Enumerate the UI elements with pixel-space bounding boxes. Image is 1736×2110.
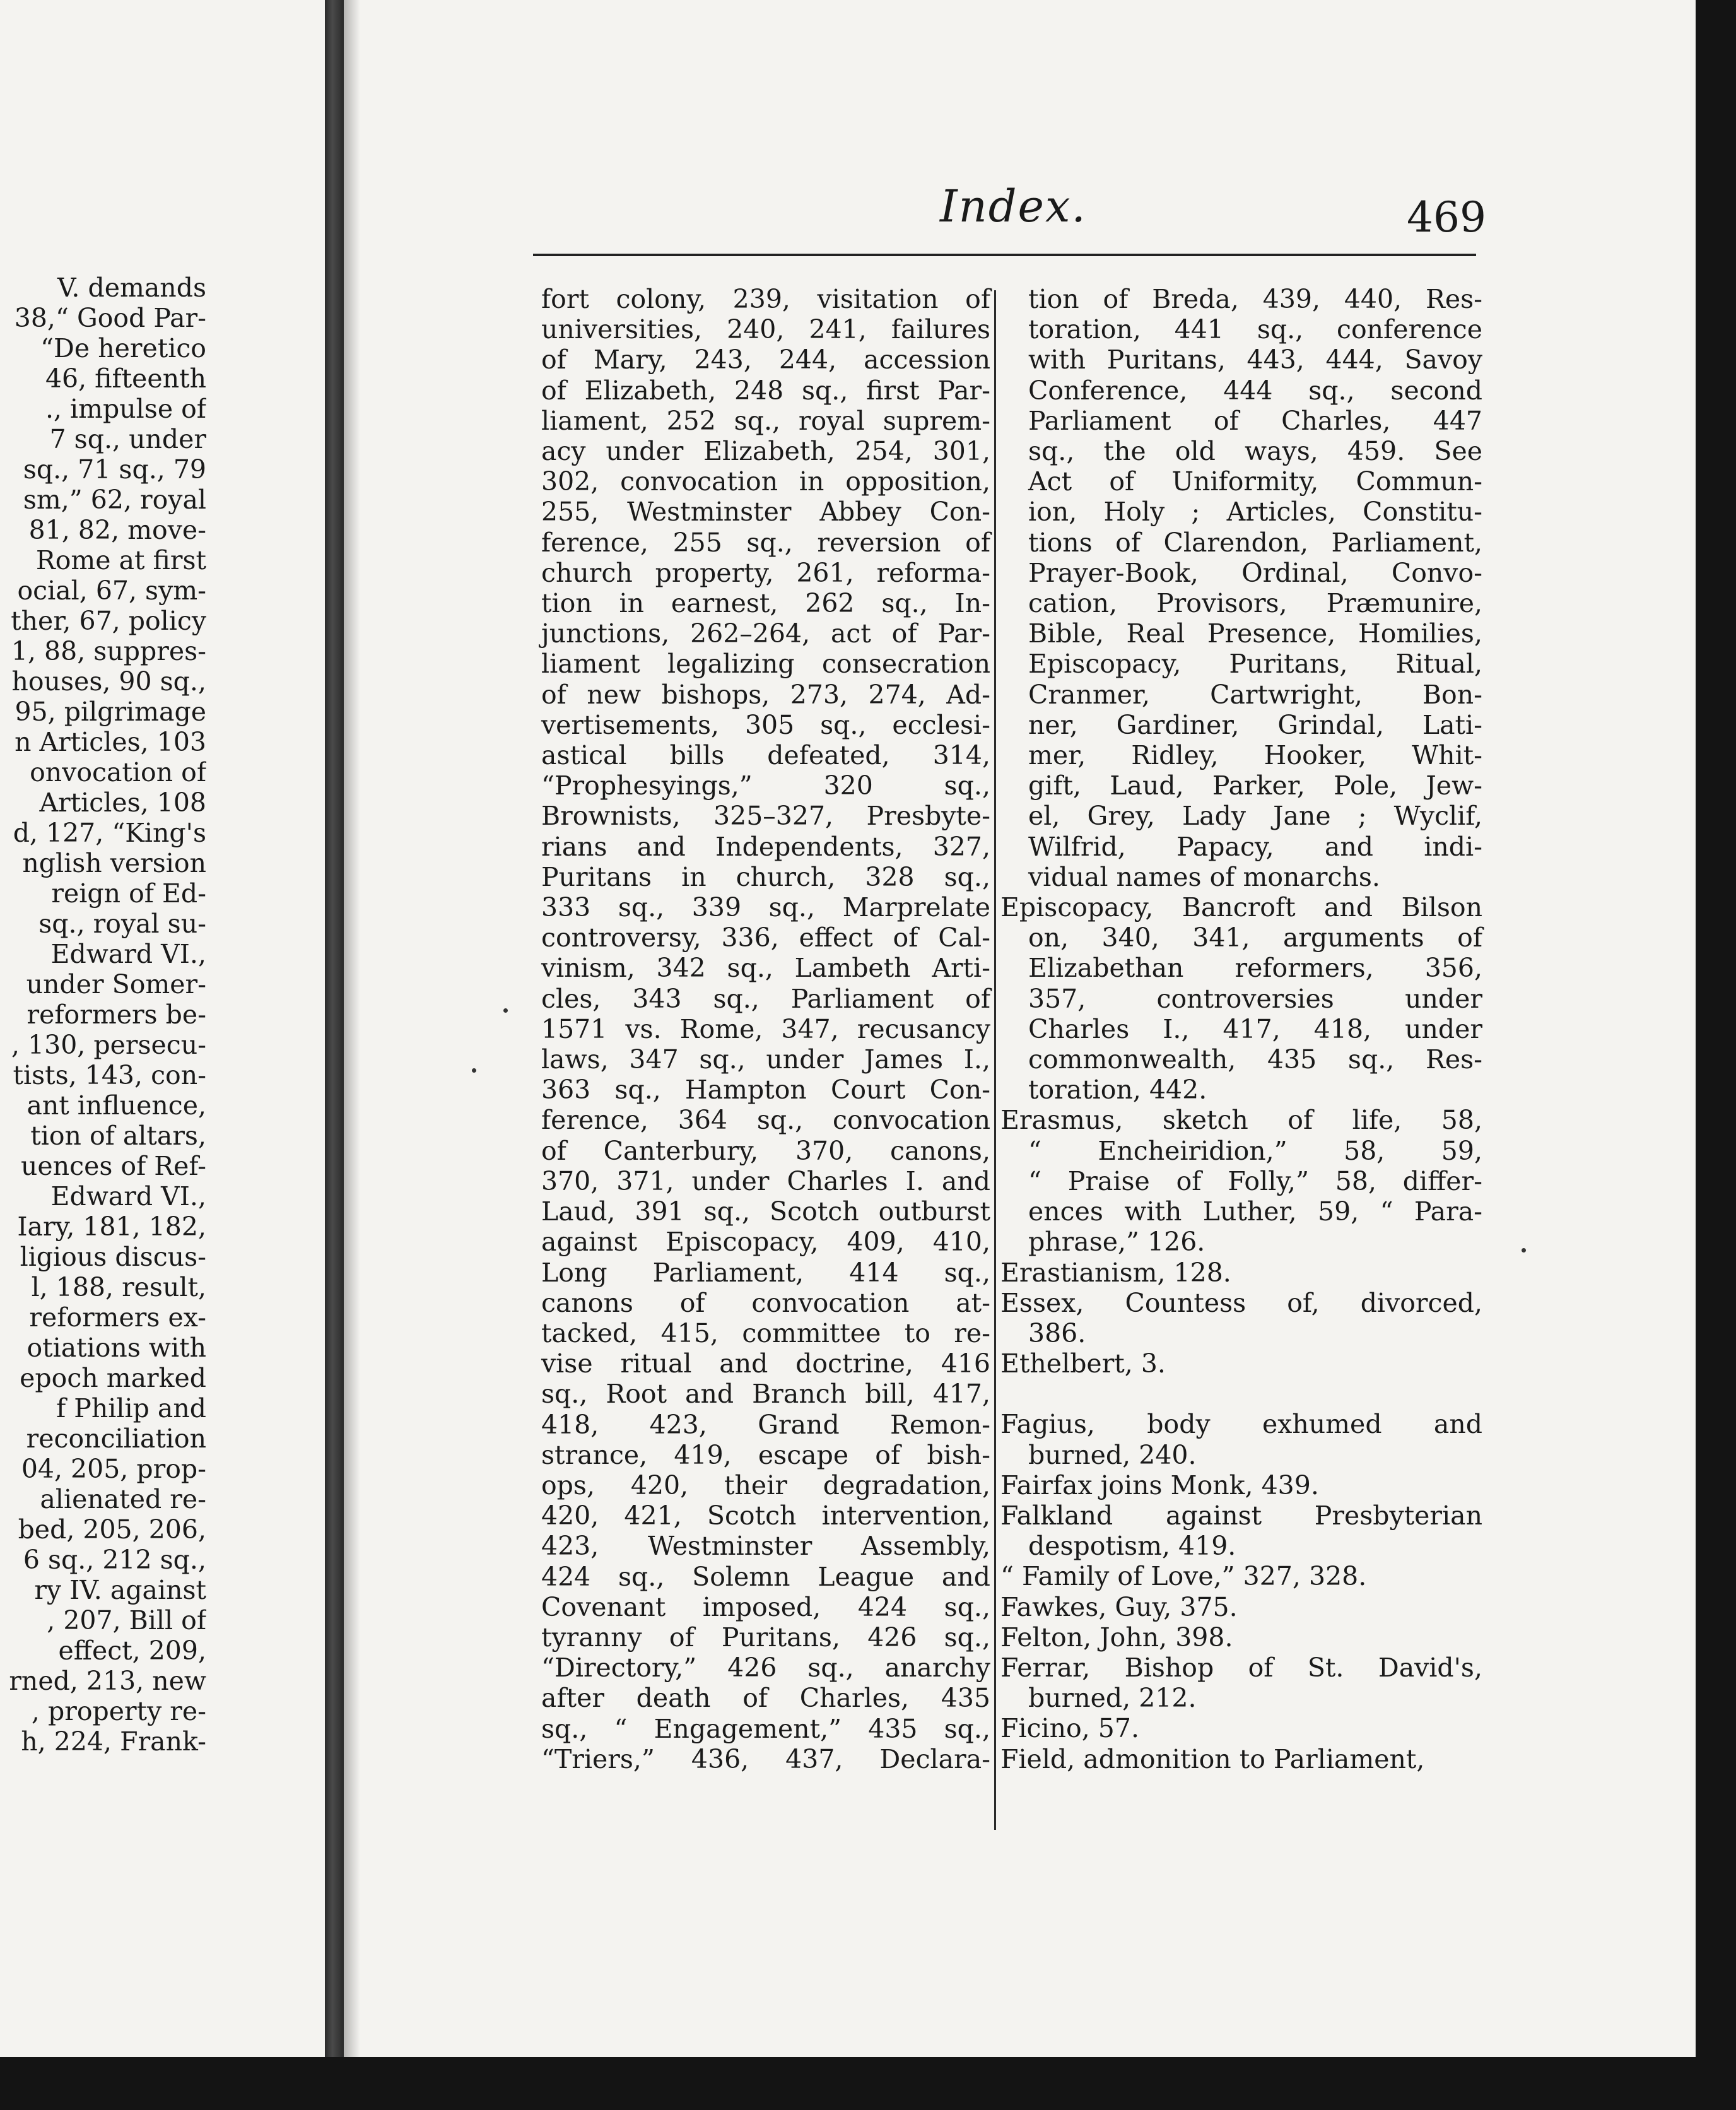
index-line: 418, 423, Grand Remon-	[541, 1409, 990, 1440]
index-line: of Canterbury, 370, canons,	[541, 1135, 990, 1166]
index-line: with Puritans, 443, 444, Savoy	[1028, 345, 1482, 375]
left-fragment-line: tion of altars,	[30, 1121, 206, 1151]
scan-right-edge	[1696, 0, 1736, 2110]
index-line: Episcopacy, Puritans, Ritual,	[1028, 649, 1482, 680]
left-fragment-line: 7 sq., under	[49, 424, 206, 454]
index-line: “Prophesyings,” 320 sq.,	[541, 770, 990, 801]
left-fragment-line: sm,” 62, royal	[23, 485, 206, 515]
index-line: gift, Laud, Parker, Pole, Jew-	[1028, 770, 1482, 801]
index-line: ion, Holy ; Articles, Constitu-	[1028, 497, 1482, 528]
left-fragment-line: reconciliation	[26, 1423, 206, 1454]
index-line: vertisements, 305 sq., ecclesi-	[541, 709, 990, 740]
index-line: sq., “ Engagement,” 435 sq.,	[541, 1713, 990, 1744]
index-line: “ Family of Love,” 327, 328.	[1000, 1561, 1367, 1592]
left-fragment-line: Articles, 108	[39, 787, 206, 818]
index-line: ference, 364 sq., convocation	[541, 1105, 990, 1136]
page-number: 469	[1407, 193, 1486, 242]
index-line: after death of Charles, 435	[541, 1683, 990, 1714]
index-line: “Triers,” 436, 437, Declara-	[541, 1743, 990, 1774]
running-title: Index.	[940, 180, 1087, 232]
left-fragment-line: 81, 82, move-	[28, 515, 206, 545]
index-line: Parliament of Charles, 447	[1028, 405, 1482, 436]
scan-speck	[472, 1068, 476, 1073]
header-rule	[533, 254, 1476, 256]
index-line: of Mary, 243, 244, accession	[541, 345, 990, 375]
left-fragment-line: under Somer-	[26, 969, 206, 999]
index-entry	[989, 1470, 1482, 1500]
index-line: ner, Gardiner, Grindal, Lati-	[1028, 709, 1482, 740]
index-line: ference, 255 sq., reversion of	[541, 527, 990, 558]
index-line: 333 sq., 339 sq., Marprelate	[541, 892, 990, 923]
letter-section-gap	[989, 1379, 1482, 1409]
index-line: “Directory,” 426 sq., anarchy	[541, 1653, 990, 1683]
index-line: 302, convocation in opposition,	[541, 466, 990, 497]
index-line: vidual names of monarchs.	[1028, 861, 1380, 892]
left-fragment-line: 38,“ Good Par-	[14, 303, 206, 333]
index-line: of new bishops, 273, 274, Ad-	[541, 679, 990, 710]
left-fragment-line: otiations with	[26, 1333, 206, 1363]
index-line: 357, controversies under	[1028, 983, 1482, 1014]
index-line: Ficino, 57.	[1000, 1713, 1139, 1744]
index-line: Laud, 391 sq., Scotch outburst	[541, 1196, 990, 1227]
index-line: burned, 240.	[1028, 1439, 1197, 1470]
index-line: 363 sq., Hampton Court Con-	[541, 1075, 990, 1105]
index-line: Essex, Countess of, divorced,	[1000, 1287, 1482, 1318]
index-line: tacked, 415, committee to re-	[541, 1317, 990, 1348]
index-line: vinism, 342 sq., Lambeth Arti-	[541, 953, 990, 984]
index-line: “ Praise of Folly,” 58, differ-	[1028, 1165, 1482, 1196]
index-line: 386.	[1028, 1317, 1086, 1348]
left-fragment-line: ry IV. against	[34, 1575, 206, 1605]
index-line: cation, Provisors, Præmunire,	[1028, 588, 1482, 619]
index-line: Falkland against Presbyterian	[1000, 1500, 1482, 1531]
index-line: junctions, 262–264, act of Par-	[541, 618, 990, 649]
left-fragment-line: rned, 213, new	[9, 1666, 206, 1696]
left-fragment-line: 04, 205, prop-	[21, 1454, 206, 1484]
left-fragment-line: Edward VI.,	[50, 1181, 206, 1211]
index-entry	[989, 1622, 1482, 1653]
index-line: vise ritual and doctrine, 416	[541, 1348, 990, 1379]
index-line: liament, 252 sq., royal suprem-	[541, 405, 990, 436]
left-fragment-line: , 130, persecu-	[11, 1030, 206, 1060]
index-entry	[989, 1744, 1482, 1774]
left-fragment-line: ther, 67, policy	[11, 606, 206, 636]
index-line: church property, 261, reforma-	[541, 557, 990, 588]
index-line: “ Encheiridion,” 58, 59,	[1028, 1135, 1482, 1166]
index-line: Covenant imposed, 424 sq.,	[541, 1591, 990, 1622]
left-fragment-line: ligious discus-	[20, 1242, 206, 1272]
left-fragment-line: Iary, 181, 182,	[17, 1211, 206, 1242]
left-fragment-line: Edward VI.,	[50, 939, 206, 969]
left-fragment-line: sq., 71 sq., 79	[23, 454, 206, 485]
left-fragment-line: onvocation of	[30, 757, 206, 787]
left-fragment-line: reformers be-	[26, 999, 206, 1030]
index-entry	[989, 1500, 1482, 1561]
left-fragment-line: sq., royal su-	[38, 909, 206, 939]
index-line: fort colony, 239, visitation of	[541, 284, 990, 314]
index-column-1	[541, 284, 990, 1774]
gutter-shadow	[344, 0, 360, 2076]
index-line: ops, 420, their degradation,	[541, 1470, 990, 1500]
index-entry	[989, 1258, 1482, 1288]
left-fragment-line: , property re-	[31, 1696, 206, 1726]
index-line: toration, 441 sq., conference	[1028, 314, 1482, 345]
index-line: ences with Luther, 59, “ Para-	[1028, 1196, 1482, 1227]
index-entry	[989, 1288, 1482, 1348]
left-fragment-line: nglish version	[22, 848, 206, 878]
index-line: rians and Independents, 327,	[541, 831, 990, 862]
index-line: laws, 347 sq., under James I.,	[541, 1044, 990, 1075]
index-entry	[989, 1713, 1482, 1743]
left-page-fragment	[0, 273, 206, 1757]
index-line: 420, 421, Scotch intervention,	[541, 1500, 990, 1531]
left-fragment-line: 46, fifteenth	[45, 363, 206, 394]
index-line: Long Parliament, 414 sq.,	[541, 1257, 990, 1288]
index-line: of Elizabeth, 248 sq., first Par-	[541, 375, 990, 406]
book-gutter	[325, 0, 344, 2076]
left-fragment-line: n Articles, 103	[15, 727, 206, 757]
index-line: Charles I., 417, 418, under	[1028, 1013, 1482, 1044]
left-fragment-line: bed, 205, 206,	[18, 1514, 206, 1545]
left-fragment-line: ocial, 67, sym-	[17, 575, 206, 606]
index-entry	[989, 1348, 1482, 1379]
left-fragment-line: uences of Ref-	[21, 1151, 206, 1181]
index-line: Prayer-Book, Ordinal, Convo-	[1028, 557, 1482, 588]
index-line: phrase,” 126.	[1028, 1227, 1205, 1258]
index-line: Wilfrid, Papacy, and indi-	[1028, 831, 1482, 862]
index-entry	[989, 1409, 1482, 1470]
left-fragment-line: 6 sq., 212 sq.,	[23, 1545, 206, 1575]
index-line: Felton, John, 398.	[1000, 1622, 1233, 1653]
index-line: Conference, 444 sq., second	[1028, 375, 1482, 406]
index-line: on, 340, 341, arguments of	[1028, 922, 1482, 953]
index-line: Ethelbert, 3.	[1000, 1348, 1166, 1379]
left-fragment-line: Rome at first	[35, 545, 206, 575]
index-line: Field, admonition to Parliament,	[1000, 1743, 1425, 1774]
index-line: 255, Westminster Abbey Con-	[541, 497, 990, 528]
left-fragment-line: ., impulse of	[45, 394, 206, 424]
left-fragment-line: ant influence,	[26, 1090, 206, 1121]
left-fragment-line: 1, 88, suppres-	[11, 636, 206, 666]
index-line: tion of Breda, 439, 440, Res-	[1028, 284, 1482, 314]
index-entry	[989, 1561, 1482, 1591]
scan-speck	[503, 1008, 508, 1013]
index-line: 1571 vs. Rome, 347, recusancy	[541, 1013, 990, 1044]
left-fragment-line: tists, 143, con-	[13, 1060, 206, 1090]
index-line: Bible, Real Presence, Homilies,	[1028, 618, 1482, 649]
index-line: canons of convocation at-	[541, 1287, 990, 1318]
left-fragment-line: reign of Ed-	[51, 878, 206, 909]
left-fragment-line: “De heretico	[40, 333, 206, 363]
index-line: Ferrar, Bishop of St. David's,	[1000, 1652, 1482, 1683]
index-entry	[989, 1592, 1482, 1622]
index-line: Brownists, 325–327, Presbyte-	[541, 801, 990, 832]
index-line: sq., Root and Branch bill, 417,	[541, 1379, 990, 1410]
left-fragment-line: 95, pilgrimage	[15, 697, 206, 727]
index-line: mer, Ridley, Hooker, Whit-	[1028, 740, 1482, 771]
index-line: commonwealth, 435 sq., Res-	[1028, 1044, 1482, 1075]
index-line: Cranmer, Cartwright, Bon-	[1028, 679, 1482, 710]
index-line: Fawkes, Guy, 375.	[1000, 1591, 1238, 1622]
index-line: 424 sq., Solemn League and	[541, 1561, 990, 1592]
index-line: acy under Elizabeth, 254, 301,	[541, 436, 990, 467]
index-line: tion in earnest, 262 sq., In-	[541, 588, 990, 619]
index-line: Puritans in church, 328 sq.,	[541, 861, 990, 892]
left-fragment-line: , 207, Bill of	[47, 1605, 206, 1636]
left-fragment-line: V. demands	[57, 273, 206, 303]
index-line: burned, 212.	[1028, 1683, 1197, 1714]
left-fragment-line: h, 224, Frank-	[21, 1726, 206, 1757]
index-line: Act of Uniformity, Commun-	[1028, 466, 1482, 497]
index-entry	[989, 1105, 1482, 1257]
index-line: universities, 240, 241, failures	[541, 314, 990, 345]
left-fragment-line: epoch marked	[20, 1363, 206, 1393]
index-line: Elizabethan reformers, 356,	[1028, 953, 1482, 984]
index-line: cles, 343 sq., Parliament of	[541, 983, 990, 1014]
left-fragment-line: f Philip and	[56, 1393, 206, 1423]
left-fragment-line: alienated re-	[40, 1484, 206, 1514]
index-line: sq., the old ways, 459. See	[1028, 436, 1482, 467]
index-entry	[989, 892, 1482, 1105]
index-line: el, Grey, Lady Jane ; Wyclif,	[1028, 801, 1482, 832]
left-fragment-line: effect, 209,	[58, 1636, 206, 1666]
index-line: tions of Clarendon, Parliament,	[1028, 527, 1482, 558]
scan-bottom-edge	[0, 2057, 1736, 2110]
index-entry	[989, 1653, 1482, 1713]
index-entry	[989, 284, 1482, 892]
index-line: Fairfax joins Monk, 439.	[1000, 1470, 1319, 1500]
index-line: toration, 442.	[1028, 1075, 1207, 1105]
index-line: Fagius, body exhumed and	[1000, 1409, 1482, 1440]
left-fragment-line: d, 127, “King's	[13, 818, 206, 848]
index-line: liament legalizing consecration	[541, 649, 990, 680]
index-line: Erasmus, sketch of life, 58,	[1000, 1105, 1482, 1136]
index-line: against Episcopacy, 409, 410,	[541, 1227, 990, 1258]
left-fragment-line: reformers ex-	[29, 1302, 206, 1333]
index-line: Episcopacy, Bancroft and Bilson	[1000, 892, 1482, 923]
left-fragment-line: l, 188, result,	[31, 1272, 206, 1302]
index-line: despotism, 419.	[1028, 1531, 1236, 1562]
index-line: controversy, 336, effect of Cal-	[541, 922, 990, 953]
index-line: strance, 419, escape of bish-	[541, 1439, 990, 1470]
index-line: astical bills defeated, 314,	[541, 740, 990, 771]
index-line: 370, 371, under Charles I. and	[541, 1165, 990, 1196]
left-fragment-line: houses, 90 sq.,	[11, 666, 206, 697]
index-line: Erastianism, 128.	[1000, 1257, 1231, 1288]
scan-speck	[1522, 1248, 1526, 1252]
index-column-2	[989, 284, 1482, 1774]
index-line: 423, Westminster Assembly,	[541, 1531, 990, 1562]
index-line: tyranny of Puritans, 426 sq.,	[541, 1622, 990, 1653]
